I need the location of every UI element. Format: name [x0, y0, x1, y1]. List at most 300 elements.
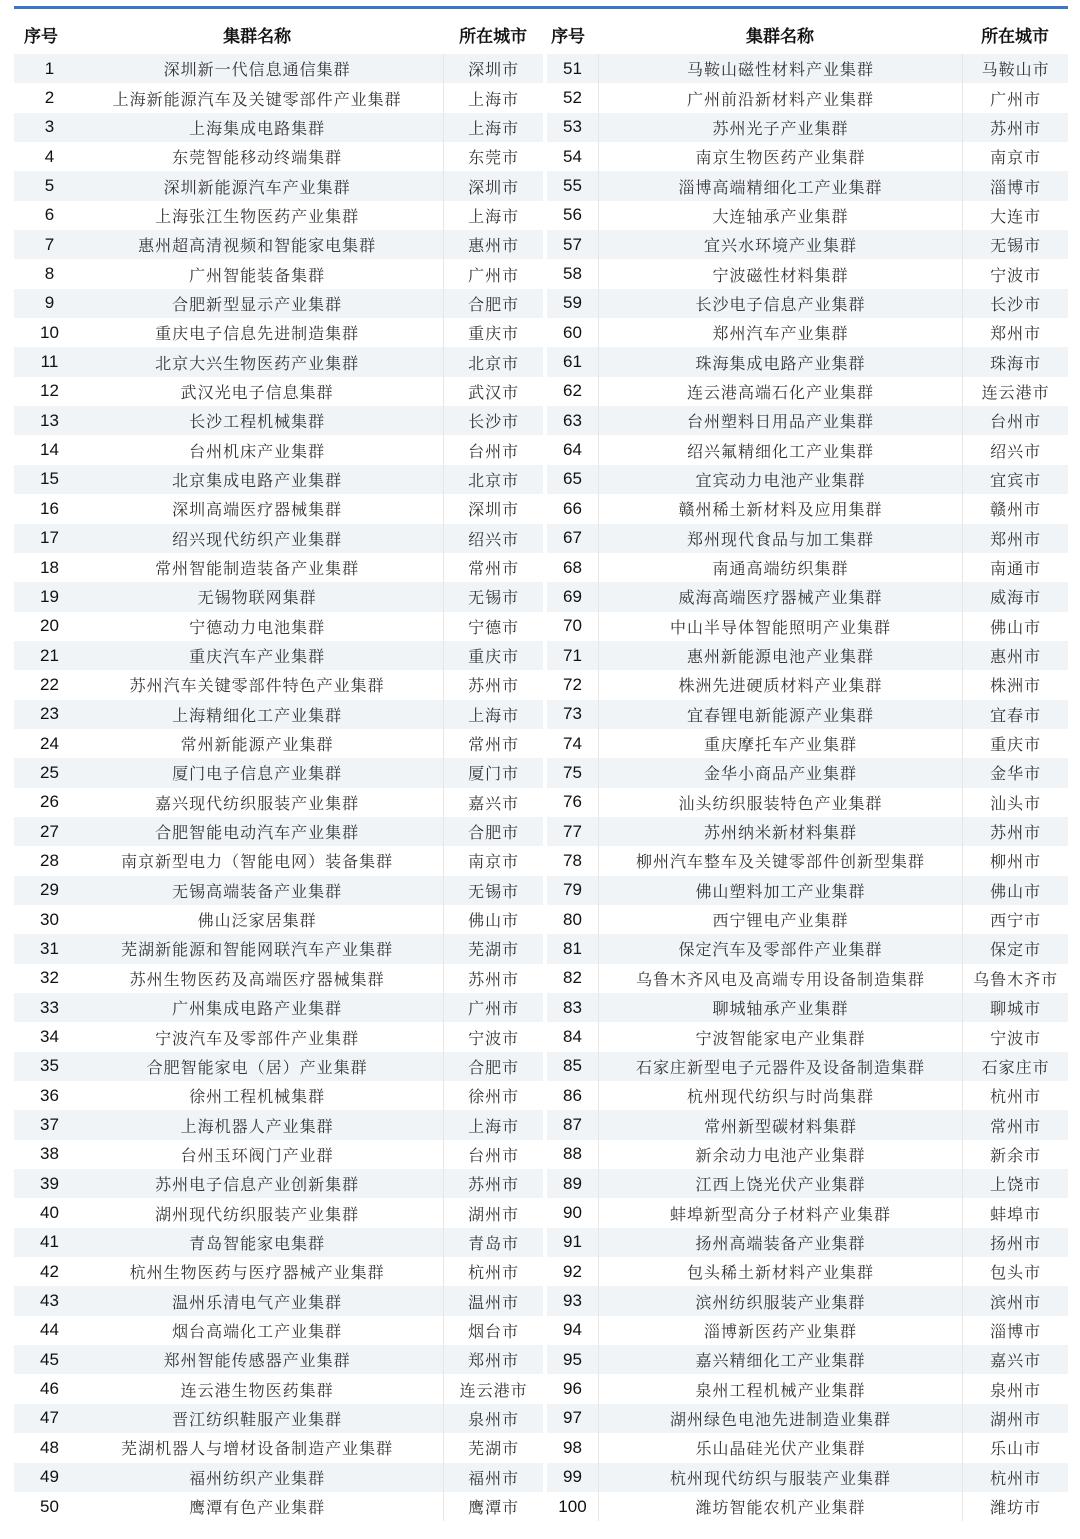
- cluster-name: 南京生物医药产业集群: [598, 142, 962, 171]
- table-row: [14, 465, 1068, 494]
- cluster-name: 石家庄新型电子元器件及设备制造集群: [598, 1052, 962, 1081]
- row-number: 3: [14, 113, 71, 142]
- cluster-name: 厦门电子信息产业集群: [71, 758, 443, 787]
- city-name: 深圳市: [443, 54, 543, 83]
- city-name: 上海市: [443, 201, 543, 230]
- row-number: 84: [563, 1027, 582, 1047]
- cluster-name: 威海高端医疗器械产业集群: [598, 582, 962, 611]
- cluster-name: 惠州超高清视频和智能家电集群: [71, 230, 443, 259]
- row-number: 81: [547, 934, 598, 963]
- row-number: 65: [547, 465, 598, 494]
- table-row: [14, 1081, 1068, 1110]
- city-name: 西宁市: [962, 905, 1068, 934]
- cluster-name: 北京大兴生物医药产业集群: [71, 347, 443, 376]
- city-name: 石家庄市: [962, 1052, 1068, 1081]
- row-number: 11: [14, 347, 71, 376]
- city-name: 郑州市: [962, 318, 1068, 347]
- table-row: [14, 318, 1068, 347]
- header-city-right: 所在城市: [981, 26, 1050, 47]
- table-row: [14, 993, 1068, 1022]
- city-name: 常州市: [962, 1110, 1068, 1139]
- cluster-name: 保定汽车及零部件产业集群: [598, 934, 962, 963]
- row-number: 1: [14, 54, 71, 83]
- table-row: [14, 171, 1068, 200]
- city-name: 烟台市: [443, 1316, 543, 1345]
- cluster-name: 湖州绿色电池先进制造业集群: [598, 1404, 962, 1433]
- row-number: 10: [40, 322, 59, 342]
- cluster-name: 马鞍山磁性材料产业集群: [598, 54, 962, 83]
- city-name: 大连市: [962, 201, 1068, 230]
- table-row: [14, 1169, 1068, 1198]
- row-number: 6: [44, 205, 55, 225]
- row-number: 32: [40, 968, 59, 988]
- header-city-left: 所在城市: [459, 26, 528, 47]
- cluster-name: 重庆汽车产业集群: [71, 641, 443, 670]
- table-row: [14, 230, 1068, 259]
- city-name: 聊城市: [962, 993, 1068, 1022]
- cluster-name: 金华小商品产业集群: [598, 758, 962, 787]
- table-header-row: [14, 14, 1068, 54]
- city-name: 广州市: [443, 259, 543, 288]
- table-row: [14, 406, 1068, 435]
- row-number: 95: [547, 1345, 598, 1374]
- row-number: 16: [40, 498, 59, 518]
- cluster-name: 广州智能装备集群: [189, 265, 326, 285]
- city-name: 嘉兴市: [443, 788, 543, 817]
- row-number: 64: [563, 440, 582, 460]
- cluster-name: 常州智能制造装备产业集群: [155, 559, 360, 579]
- table-row: [14, 641, 1068, 670]
- row-number: 68: [563, 557, 582, 577]
- cluster-name: 合肥智能家电（居）产业集群: [71, 1052, 443, 1081]
- row-number: 86: [563, 1085, 582, 1105]
- row-number: 9: [14, 289, 71, 318]
- table-row: [14, 670, 1068, 699]
- cluster-name: 新余动力电池产业集群: [598, 1140, 962, 1169]
- cluster-name: 绍兴现代纺织产业集群: [71, 524, 443, 553]
- cluster-name: 宁波汽车及零部件产业集群: [155, 1028, 360, 1048]
- city-name: 无锡市: [443, 582, 543, 611]
- row-number: 75: [547, 758, 598, 787]
- row-number: 38: [40, 1144, 59, 1164]
- city-name: 重庆市: [443, 641, 543, 670]
- city-name: 广州市: [962, 83, 1068, 112]
- city-name: 常州市: [443, 729, 543, 758]
- table-row: [14, 612, 1068, 641]
- row-number: 78: [563, 850, 582, 870]
- city-name: 重庆市: [962, 729, 1068, 758]
- row-number: 45: [14, 1345, 71, 1374]
- cluster-name: 长沙工程机械集群: [71, 406, 443, 435]
- city-name: 上海市: [443, 83, 543, 112]
- city-name: 新余市: [962, 1140, 1068, 1169]
- city-name: 赣州市: [962, 494, 1068, 523]
- cluster-name: 大连轴承产业集群: [598, 201, 962, 230]
- cluster-name: 台州塑料日用品产业集群: [598, 406, 962, 435]
- cluster-name: 烟台高端化工产业集群: [172, 1321, 343, 1341]
- city-name: 无锡市: [443, 876, 543, 905]
- cluster-name: 重庆摩托车产业集群: [598, 729, 962, 758]
- row-number: 4: [44, 146, 55, 166]
- row-number: 80: [563, 909, 582, 929]
- cluster-name: 无锡高端装备产业集群: [71, 876, 443, 905]
- cluster-name: 常州新能源产业集群: [180, 735, 334, 755]
- city-name: 武汉市: [443, 377, 543, 406]
- row-number: 36: [40, 1085, 59, 1105]
- cluster-name: 聊城轴承产业集群: [598, 993, 962, 1022]
- row-number: 40: [40, 1203, 59, 1223]
- row-number: 47: [14, 1404, 71, 1433]
- cluster-name: 深圳高端医疗器械集群: [172, 500, 343, 520]
- city-name: 合肥市: [443, 289, 543, 318]
- cluster-name: 深圳新一代信息通信集群: [71, 54, 443, 83]
- cluster-name: 宜春锂电新能源产业集群: [598, 700, 962, 729]
- cluster-name: 南通高端纺织集群: [598, 553, 962, 582]
- row-number: 62: [563, 381, 582, 401]
- city-name: 柳州市: [962, 846, 1068, 875]
- table-row: [14, 582, 1068, 611]
- table-row: [14, 758, 1068, 787]
- cluster-name: 杭州现代纺织与服装产业集群: [598, 1463, 962, 1492]
- table-row: [14, 347, 1068, 376]
- table-row: [14, 700, 1068, 729]
- cluster-name: 郑州汽车产业集群: [598, 318, 962, 347]
- header-name-left: 集群名称: [223, 26, 292, 47]
- cluster-name: 佛山塑料加工产业集群: [598, 876, 962, 905]
- city-name: 重庆市: [443, 318, 543, 347]
- cluster-name: 淄博高端精细化工产业集群: [598, 171, 962, 200]
- city-name: 苏州市: [962, 817, 1068, 846]
- table-row: [14, 1198, 1068, 1227]
- cluster-name: 宁德动力电池集群: [189, 617, 326, 637]
- table-row: [14, 1492, 1068, 1521]
- cluster-name: 滨州纺织服装产业集群: [598, 1286, 962, 1315]
- row-number: 26: [40, 792, 59, 812]
- row-number: 57: [547, 230, 598, 259]
- row-number: 28: [40, 850, 59, 870]
- row-number: 21: [14, 641, 71, 670]
- cluster-name: 佛山泛家居集群: [197, 911, 317, 931]
- header-no-right: 序号: [551, 26, 586, 47]
- row-number: 56: [563, 205, 582, 225]
- city-name: 芜湖市: [443, 934, 543, 963]
- city-name: 宁波市: [962, 1022, 1068, 1051]
- city-name: 温州市: [443, 1286, 543, 1315]
- row-number: 8: [44, 264, 55, 284]
- city-name: 湖州市: [443, 1198, 543, 1227]
- cluster-name: 南京新型电力（智能电网）装备集群: [121, 852, 394, 872]
- table-row: [14, 1463, 1068, 1492]
- row-number: 41: [14, 1228, 71, 1257]
- row-number: 66: [563, 498, 582, 518]
- table-row: [14, 1433, 1068, 1462]
- row-number: 67: [547, 524, 598, 553]
- city-name: 包头市: [962, 1257, 1068, 1286]
- table-row: [14, 1374, 1068, 1403]
- cluster-name: 株洲先进硬质材料产业集群: [598, 670, 962, 699]
- row-number: 12: [40, 381, 59, 401]
- row-number: 51: [547, 54, 598, 83]
- cluster-name: 柳州汽车整车及关键零部件创新型集群: [598, 846, 962, 875]
- city-name: 滨州市: [962, 1286, 1068, 1315]
- city-name: 金华市: [962, 758, 1068, 787]
- city-name: 上饶市: [962, 1169, 1068, 1198]
- table-row: [14, 1286, 1068, 1315]
- cluster-name: 苏州汽车关键零部件特色产业集群: [129, 676, 385, 696]
- row-number: 79: [547, 876, 598, 905]
- cluster-name: 武汉光电子信息集群: [180, 382, 334, 402]
- city-name: 厦门市: [443, 758, 543, 787]
- row-number: 89: [547, 1169, 598, 1198]
- cluster-name: 郑州现代食品与加工集群: [598, 524, 962, 553]
- row-number: 24: [40, 733, 59, 753]
- row-number: 13: [14, 406, 71, 435]
- table-row: [14, 729, 1068, 758]
- row-number: 15: [14, 465, 71, 494]
- city-name: 合肥市: [443, 1052, 543, 1081]
- row-number: 50: [40, 1496, 59, 1516]
- cluster-name: 郑州智能传感器产业集群: [71, 1345, 443, 1374]
- row-number: 88: [563, 1144, 582, 1164]
- city-name: 汕头市: [962, 788, 1068, 817]
- table-row: [14, 846, 1068, 875]
- row-number: 20: [40, 616, 59, 636]
- row-number: 48: [40, 1437, 59, 1457]
- table-row: [14, 1052, 1068, 1081]
- cluster-name: 温州乐清电气产业集群: [71, 1286, 443, 1315]
- row-number: 23: [14, 700, 71, 729]
- table-row: [14, 1257, 1068, 1286]
- row-number: 77: [547, 817, 598, 846]
- city-name: 杭州市: [443, 1257, 543, 1286]
- cluster-name: 江西上饶光伏产业集群: [598, 1169, 962, 1198]
- row-number: 5: [14, 171, 71, 200]
- table-row: [14, 201, 1068, 230]
- cluster-name: 扬州高端装备产业集群: [598, 1228, 962, 1257]
- row-number: 29: [14, 876, 71, 905]
- cluster-name: 合肥新型显示产业集群: [71, 289, 443, 318]
- cluster-name: 徐州工程机械集群: [189, 1087, 326, 1107]
- table-row: [14, 1228, 1068, 1257]
- city-name: 台州市: [443, 435, 543, 464]
- table-row: [14, 876, 1068, 905]
- row-number: 92: [563, 1261, 582, 1281]
- cluster-name: 杭州生物医药与医疗器械产业集群: [129, 1263, 385, 1283]
- city-name: 乐山市: [962, 1433, 1068, 1462]
- cluster-name: 连云港高端石化产业集群: [598, 377, 962, 406]
- table-row: [14, 289, 1068, 318]
- table-row: [14, 83, 1068, 112]
- cluster-name: 乐山晶硅光伏产业集群: [598, 1433, 962, 1462]
- cluster-name: 福州纺织产业集群: [71, 1463, 443, 1492]
- city-name: 嘉兴市: [962, 1345, 1068, 1374]
- city-name: 徐州市: [443, 1081, 543, 1110]
- row-number: 33: [14, 993, 71, 1022]
- row-number: 97: [547, 1404, 598, 1433]
- table-row: [14, 934, 1068, 963]
- city-name: 上海市: [443, 113, 543, 142]
- table-row: [14, 377, 1068, 406]
- row-number: 49: [14, 1463, 71, 1492]
- table-row: [14, 494, 1068, 523]
- top-accent-bar: [14, 6, 1068, 9]
- cluster-name: 鹰潭有色产业集群: [189, 1498, 326, 1518]
- row-number: 2: [44, 88, 55, 108]
- row-number: 22: [40, 674, 59, 694]
- city-name: 台州市: [443, 1140, 543, 1169]
- city-name: 蚌埠市: [962, 1198, 1068, 1227]
- city-name: 杭州市: [962, 1081, 1068, 1110]
- table-row: [14, 435, 1068, 464]
- cluster-name: 合肥智能电动汽车产业集群: [71, 817, 443, 846]
- city-name: 芜湖市: [443, 1433, 543, 1462]
- row-number: 18: [40, 557, 59, 577]
- cluster-name: 上海机器人产业集群: [71, 1110, 443, 1139]
- city-name: 苏州市: [443, 1169, 543, 1198]
- row-number: 7: [14, 230, 71, 259]
- row-number: 58: [563, 264, 582, 284]
- city-name: 乌鲁木齐市: [962, 964, 1068, 993]
- row-number: 69: [547, 582, 598, 611]
- city-name: 马鞍山市: [962, 54, 1068, 83]
- cluster-name: 嘉兴现代纺织服装产业集群: [155, 793, 360, 813]
- table-row: [14, 1404, 1068, 1433]
- row-number: 98: [563, 1437, 582, 1457]
- row-number: 14: [40, 440, 59, 460]
- row-number: 100: [558, 1496, 587, 1516]
- cluster-name: 广州集成电路产业集群: [71, 993, 443, 1022]
- city-name: 杭州市: [962, 1463, 1068, 1492]
- row-number: 27: [14, 817, 71, 846]
- cluster-name: 宜宾动力电池产业集群: [598, 465, 962, 494]
- city-name: 潍坊市: [962, 1492, 1068, 1521]
- city-name: 上海市: [443, 1110, 543, 1139]
- row-number: 54: [563, 146, 582, 166]
- row-number: 30: [40, 909, 59, 929]
- cluster-name: 中山半导体智能照明产业集群: [598, 612, 962, 641]
- table-row: [14, 1345, 1068, 1374]
- row-number: 25: [14, 758, 71, 787]
- row-number: 91: [547, 1228, 598, 1257]
- city-name: 南京市: [962, 142, 1068, 171]
- row-number: 93: [547, 1286, 598, 1315]
- row-number: 34: [40, 1027, 59, 1047]
- cluster-name: 苏州纳米新材料集群: [598, 817, 962, 846]
- table-row: [14, 788, 1068, 817]
- row-number: 35: [14, 1052, 71, 1081]
- city-name: 珠海市: [962, 347, 1068, 376]
- cluster-name: 淄博新医药产业集群: [598, 1316, 962, 1345]
- row-number: 60: [563, 322, 582, 342]
- row-number: 46: [40, 1379, 59, 1399]
- table-row: [14, 817, 1068, 846]
- city-name: 佛山市: [443, 905, 543, 934]
- table-row: [14, 54, 1068, 83]
- table-row: [14, 1110, 1068, 1139]
- city-name: 郑州市: [443, 1345, 543, 1374]
- cluster-name: 常州新型碳材料集群: [598, 1110, 962, 1139]
- cluster-name: 苏州生物医药及高端医疗器械集群: [129, 969, 385, 989]
- city-name: 惠州市: [443, 230, 543, 259]
- row-number: 63: [547, 406, 598, 435]
- city-name: 苏州市: [443, 670, 543, 699]
- cluster-name: 泉州工程机械产业集群: [598, 1374, 962, 1403]
- cluster-name: 惠州新能源电池产业集群: [598, 641, 962, 670]
- city-name: 绍兴市: [443, 524, 543, 553]
- city-name: 淄博市: [962, 1316, 1068, 1345]
- row-number: 59: [547, 289, 598, 318]
- cluster-name: 深圳新能源汽车产业集群: [71, 171, 443, 200]
- row-number: 90: [563, 1203, 582, 1223]
- cluster-name: 珠海集成电路产业集群: [598, 347, 962, 376]
- city-name: 宁波市: [962, 259, 1068, 288]
- row-number: 94: [563, 1320, 582, 1340]
- cluster-name: 长沙电子信息产业集群: [598, 289, 962, 318]
- row-number: 73: [547, 700, 598, 729]
- cluster-name: 芜湖新能源和智能网联汽车产业集群: [71, 934, 443, 963]
- cluster-name: 蚌埠新型高分子材料产业集群: [598, 1198, 962, 1227]
- cluster-name: 杭州现代纺织与时尚集群: [598, 1081, 962, 1110]
- cluster-table: [14, 14, 1068, 1521]
- row-number: 55: [547, 171, 598, 200]
- cluster-name: 西宁锂电产业集群: [598, 905, 962, 934]
- table-row: [14, 142, 1068, 171]
- cluster-name: 上海精细化工产业集群: [71, 700, 443, 729]
- city-name: 淄博市: [962, 171, 1068, 200]
- row-number: 44: [40, 1320, 59, 1340]
- cluster-name: 东莞智能移动终端集群: [172, 148, 343, 168]
- city-name: 绍兴市: [962, 435, 1068, 464]
- city-name: 上海市: [443, 700, 543, 729]
- city-name: 深圳市: [443, 494, 543, 523]
- city-name: 连云港市: [962, 377, 1068, 406]
- cluster-name: 北京集成电路产业集群: [71, 465, 443, 494]
- table-row: [14, 259, 1068, 288]
- cluster-name: 绍兴氟精细化工产业集群: [598, 435, 962, 464]
- row-number: 87: [547, 1110, 598, 1139]
- cluster-name: 台州玉环阀门产业群: [180, 1145, 334, 1165]
- row-number: 74: [563, 733, 582, 753]
- city-name: 长沙市: [962, 289, 1068, 318]
- city-name: 常州市: [443, 553, 543, 582]
- city-name: 宜春市: [962, 700, 1068, 729]
- cluster-name: 包头稀土新材料产业集群: [598, 1257, 962, 1286]
- cluster-name: 乌鲁木齐风电及高端专用设备制造集群: [598, 964, 962, 993]
- row-number: 76: [563, 792, 582, 812]
- city-name: 东莞市: [443, 142, 543, 171]
- cluster-name: 宜兴水环境产业集群: [598, 230, 962, 259]
- city-name: 北京市: [443, 465, 543, 494]
- cluster-name: 连云港生物医药集群: [180, 1380, 334, 1400]
- cluster-name: 重庆电子信息先进制造集群: [155, 324, 360, 344]
- row-number: 99: [547, 1463, 598, 1492]
- city-name: 南通市: [962, 553, 1068, 582]
- row-number: 70: [563, 616, 582, 636]
- row-number: 82: [563, 968, 582, 988]
- city-name: 佛山市: [962, 612, 1068, 641]
- city-name: 扬州市: [962, 1228, 1068, 1257]
- row-number: 42: [40, 1261, 59, 1281]
- city-name: 长沙市: [443, 406, 543, 435]
- row-number: 96: [563, 1379, 582, 1399]
- city-name: 深圳市: [443, 171, 543, 200]
- row-number: 61: [547, 347, 598, 376]
- city-name: 惠州市: [962, 641, 1068, 670]
- row-number: 52: [563, 88, 582, 108]
- city-name: 保定市: [962, 934, 1068, 963]
- table-row: [14, 905, 1068, 934]
- cluster-name: 潍坊智能农机产业集群: [598, 1492, 962, 1521]
